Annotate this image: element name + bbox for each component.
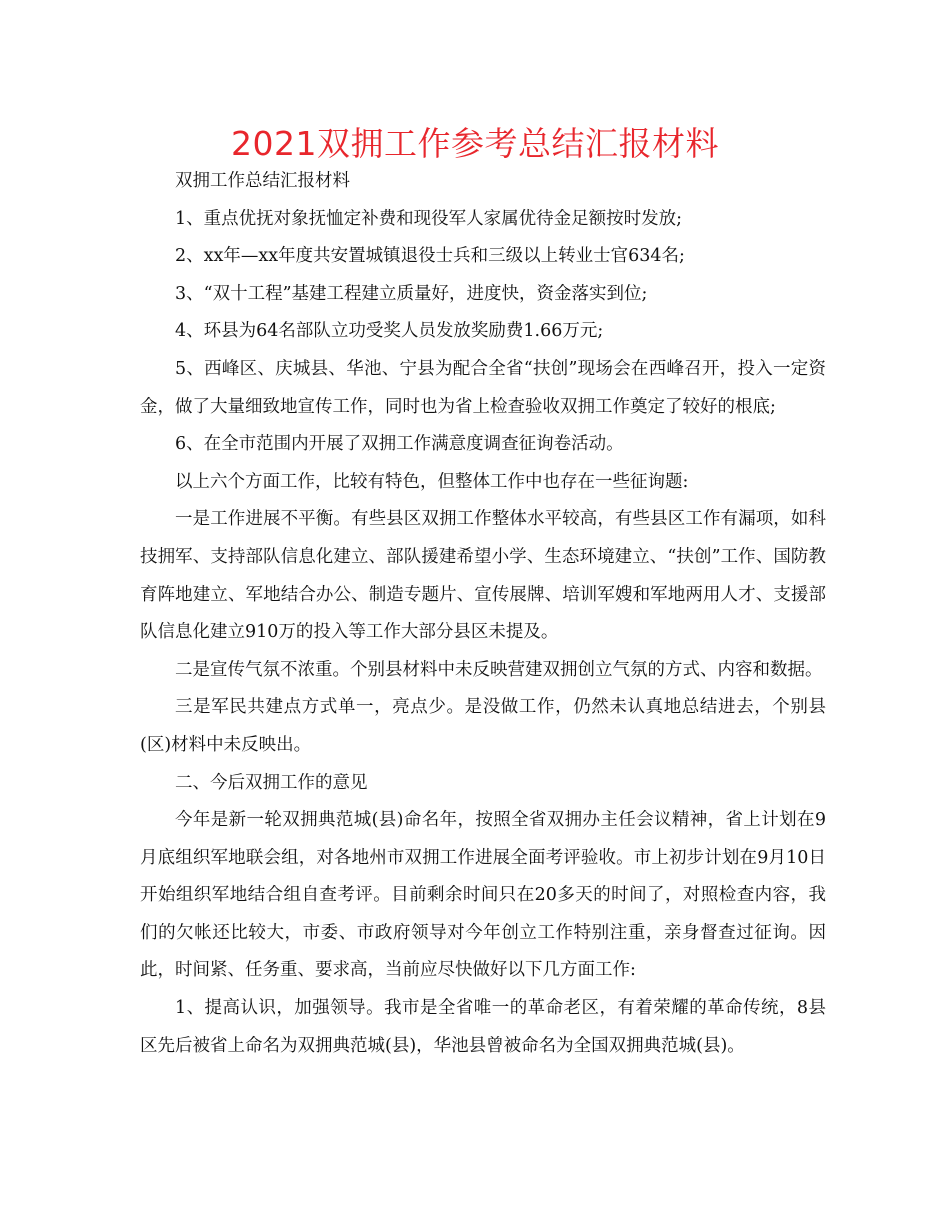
paragraph: 今年是新一轮双拥典范城(县)命名年，按照全省双拥办主任会议精神，省上计划在9月底组织军地联会组，对各地州市双拥工作进展全面考评验收。市上初步计划在9月10日开始组织军地结合组自查考评。目前剩余时间只在20多天的时间了，对照检查内容，我们的欠帐还比较大，市委、市政府领导对今年创立工作特别注重，亲身督查过征询。因此，时间紧、任务重、要求高，当前应尽快做好以下几方面工作: bbox=[140, 810, 826, 981]
paragraph: 4、环县为64名部队立功受奖人员发放奖励费1.66万元; bbox=[175, 321, 604, 342]
paragraph: 二是宣传气氛不浓重。个别县材料中未反映营建双拥创立气氛的方式、内容和数据。 bbox=[175, 659, 823, 680]
paragraph: 2、xx年—xx年度共安置城镇退役士兵和三级以上转业士官634名; bbox=[175, 246, 685, 267]
section-heading: 二、今后双拥工作的意见 bbox=[175, 772, 368, 793]
document-body bbox=[140, 163, 826, 1065]
paragraph: 6、在全市范围内开展了双拥工作满意度调查征询卷活动。 bbox=[175, 434, 624, 455]
paragraph: 一是工作进展不平衡。有些县区双拥工作整体水平较高，有些县区工作有漏项，如科技拥军、支持部队信息化建立、部队援建希望小学、生态环境建立、“扶创”工作、国防教育阵地建立、军地结合办公、制造专题片、宣传展牌、培训军嫂和军地两用人才、支援部队信息化建立910万的投入等工作大部分县区未提及。 bbox=[140, 509, 826, 643]
paragraph: 三是军民共建点方式单一，亮点少。是没做工作，仍然未认真地总结进去，个别县(区)材料中未反映出。 bbox=[140, 697, 826, 755]
paragraph: 以上六个方面工作，比较有特色，但整体工作中也存在一些征询题: bbox=[175, 471, 689, 492]
document-title: 2021双拥工作参考总结汇报材料 bbox=[231, 124, 719, 163]
paragraph: 3、“双十工程”基建工程建立质量好，进度快，资金落实到位; bbox=[175, 283, 648, 304]
paragraph: 1、重点优抚对象抚恤定补费和现役军人家属优待金足额按时发放; bbox=[175, 208, 683, 229]
paragraph: 5、西峰区、庆城县、华池、宁县为配合全省“扶创”现场会在西峰召开，投入一定资金，做了大量细致地宣传工作，同时也为省上检查验收双拥工作奠定了较好的根底; bbox=[140, 358, 826, 417]
paragraph: 1、提高认识，加强领导。我市是全省唯一的革命老区，有着荣耀的革命传统，8县区先后被省上命名为双拥典范城(县)，华池县曾被命名为全国双拥典范城(县)。 bbox=[140, 998, 826, 1056]
paragraph: 双拥工作总结汇报材料 bbox=[175, 171, 350, 191]
